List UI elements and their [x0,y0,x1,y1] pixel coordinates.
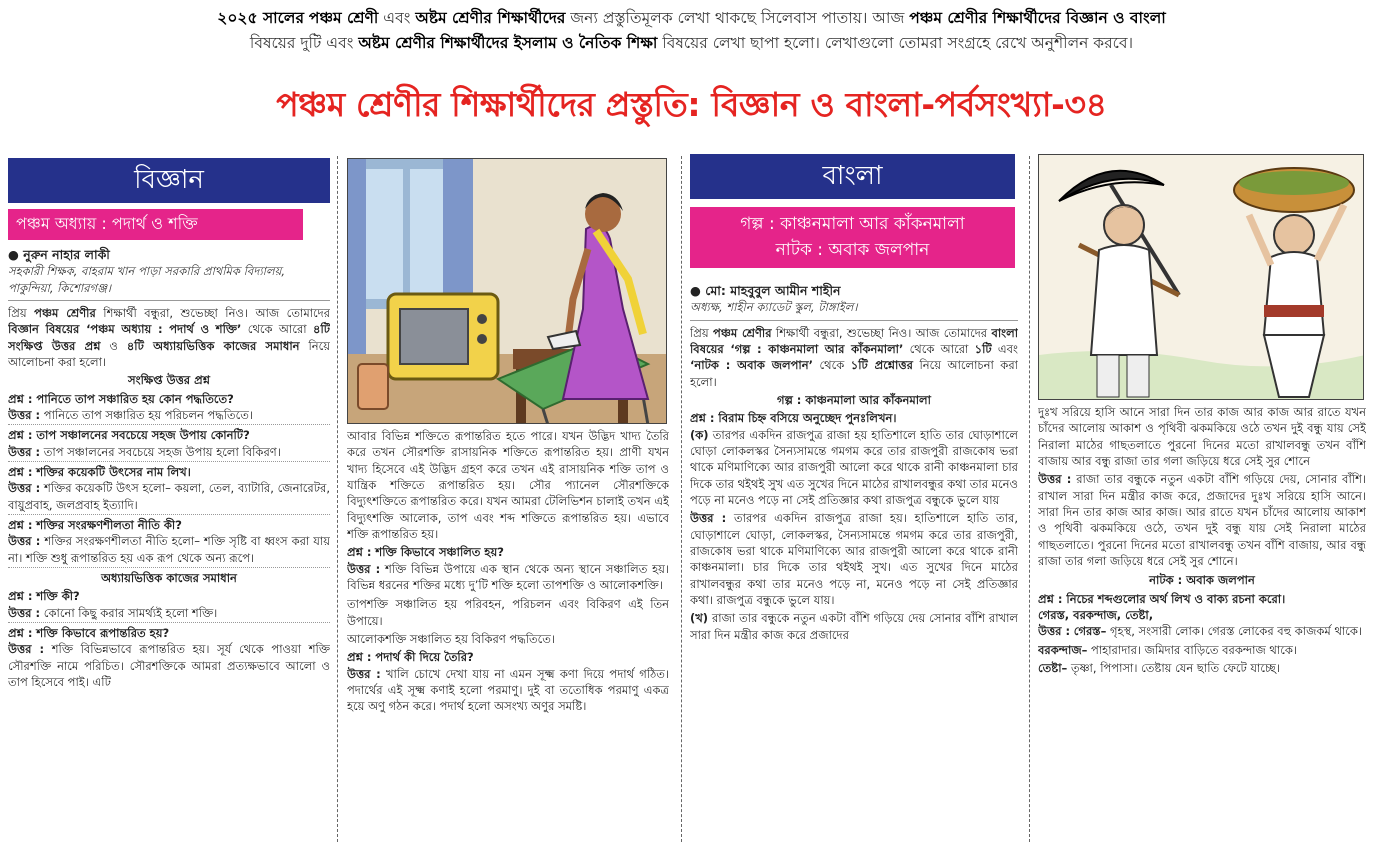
friends-illustration [1038,154,1364,400]
intro-text [8,6,1375,56]
intro-text-segment: জন্য প্রস্তুতিমূলক লেখা থাকছে সিলেবাস পাতায়। আজ [570,9,905,27]
column-divider [337,156,338,842]
intro-text-segment: এবং [383,9,411,27]
intro-line-1 [8,6,1375,31]
science-intro-segment: বিজ্ঞান বিষয়ের ‘পঞ্চম অধ্যায় : পদার্থ ও শক্তি’ [8,322,242,337]
answer-label: উত্তর : [347,561,381,576]
bangla-play-heading: নাটক : অবাক জলপান [1149,573,1255,588]
science-affiliation: সহকারী শিক্ষক, বাহরাম খান পাড়া সরকারি প্রাথমিক বিদ্যালয়, পাকুন্দিয়া, কিশোরগঞ্জ। [8,263,330,301]
column-divider [1029,156,1030,842]
part-label: (ক) [690,427,709,442]
bangla-story-heading: গল্প : কাঞ্চনমালা আর কাঁকনমালা [777,392,931,407]
intro-text-segment: পঞ্চম শ্রেণী [308,9,379,27]
bangla-word-1 [1038,623,1366,639]
answer-label: উত্তর : [690,511,727,526]
science-paragraph-1: আবার বিভিন্ন শক্তিতে রূপান্তরিত হতে পারে। যখন উদ্ভিদ খাদ্য তৈরি করে তখন সৌরশক্তি রাসায়নিক শক্তিতে রূপান্তরিত হয়। প্রাণী যখন খাদ্য হিসেবে এই উদ্ভিদ গ্রহণ করে তখন এই রাসায়নিক শক্তি তাপ ও যান্ত্রিক শক্তিতে রূপান্তরিত হয়। সৌর প্যানেল সৌরশক্তিকে বিদ্যুৎশক্তিতে রূপান্তরিত করে। যখন আমরা টেলিভিশন চালাই তখন এই বিদ্যুৎশক্তি আলোক, তাপ এবং শব্দ শক্তিতে রূপান্তরিত হয়। এভাবে শক্তি রূপান্তরিত হয়। [347,429,669,541]
bangla-author: ● মো: মাহবুবুল আমীন শাহীন [690,282,841,298]
answer-text: রাজা তার বন্ধুকে নতুন একটা বাঁশি গড়িয়ে দেয়, সোনার বাঁশি। রাখাল সারা দিন মন্ত্রীর কাজ করে, প্রজাদের দুঃখ সরিয়ে হাসি আনে। সারা দিন তার কাজ আর কাজ। আর রাতে যখন চাঁদের আলোয় আকাশ ও পৃথিবী ঝকমকিয়ে ওঠে, তখন দুই বন্ধু যায় সেই নিরালা মাঠের গাছতলাতে। পুরনো দিনের মতো রাখালবন্ধু তখন বাঁশি বাজায়, আর বন্ধু রাজা তার গলা জড়িয়ে ধরে সেই সুর শোনে। [1038,472,1366,568]
answer-label: উত্তর : [8,605,41,620]
science-intro-segment: ৪টি অধ্যায়ভিত্তিক কাজের সমাধান [126,338,300,353]
bangla-play-title: নাটক : অবাক জলপান [775,240,930,261]
answer-text: কোনো কিছু করার সামর্থ্যই হলো শক্তি। [43,605,218,620]
answer-text: তারপর একদিন রাজপুত্র রাজা হয়। হাতিশালে হাতি তার, ঘোড়াশালে ঘোড়া, লোকলস্কর, সৈন্যসামন্তে গমগম করে তার রাজপুরী, রাজকোষ ভরা থাকে মণিমাণিক্যে আর রাজপুরী আলো করে থাকে রানী কাঞ্চনমালা। চার দিকে তার থইথই সুখ। এত সুখের দিনে মাঠের রাখালবন্ধুর কথা তার মনেও পড়ে না, মনেও পড়ে না সেই প্রতিজ্ঞার কথা। রাজপুত্র বন্ধুকে ভুলে যায়। [690,511,1018,607]
intro-text-segment: বিষয়ের দুটি এবং [249,33,354,52]
science-intro-segment: থেকে আরো [247,322,307,337]
bangla-paragraph-1: দুঃখ সরিয়ে হাসি আনে সারা দিন তার কাজ আর কাজ আর রাতে যখন চাঁদের আলোয় আকাশ ও পৃথিবী ঝকমকিয়ে ওঠে তখন দুই বন্ধু যায় সেই নিরালা মাঠের গাছতলাতে পুরনো দিনের মতো রাখালবন্ধু তখন বাঁশি বাজায় আর বন্ধু রাজা তার গলা জড়িয়ে ধরে সেই সুর শোনে [1038,405,1366,468]
science-answer-2 [8,444,330,462]
word-term: তেষ্টা– [1038,660,1068,675]
bangla-intro-segment: এবং [997,342,1018,356]
bangla-word-3 [1038,660,1366,676]
answer-label: উত্তর : [8,642,45,657]
answer-label: উত্তর : [8,481,41,496]
answer-text: শক্তি বিভিন্ন উপায়ে এক স্থান থেকে অন্য স্থানে সঞ্চালিত হয়। বিভিন্ন ধরনের শক্তির মধ্যে দু’টি শক্তি হলো তাপশক্তি ও আলোকশক্তি। [347,561,669,592]
bangla-intro-segment: ‘নাটক : অবাক জলপান’ [690,358,813,373]
ironing-illustration [347,158,667,424]
answer-text: শক্তির সংরক্ষণশীলতা নীতি হলো– শক্তি সৃষ্টি বা ধ্বংস করা যায় না। শক্তি শুধু রূপান্তরিত হয় এক রূপ থেকে অন্য রূপে। [8,534,330,565]
science-question-8: প্রশ্ন : পদার্থ কী দিয়ে তৈরি? [347,650,474,665]
part-text: তারপর একদিন রাজপুত্র রাজা হয় হাতিশালে হাতি তার ঘোড়াশালে ঘোড়া লোকলস্কর সৈন্যসামন্তে গমগম করে তার রাজপুরী রাজকোষ ভরা থাকে মণিমাণিক্যে আর রাজপুরী আলো করে থাকে রানী কাঞ্চনমালা চার দিকে তার থইথই সুখ এত সুখের দিনে মাঠের রাখালবন্ধুর কথা তার মনেও পড়ে না মনেও পড়ে না সেই প্রতিজ্ঞার কথা রাজপুত্র বন্ধুকে ভুলে যায় [690,427,1018,507]
bangla-intro-segment: শিক্ষার্থী বন্ধুরা, শুভেচ্ছা নিও। আজ তোমাদের [775,325,988,340]
science-column [8,154,330,846]
bangla-intro-segment: ১টি প্রশ্নোত্তর [850,358,913,373]
answer-text: খালি চোখে দেখা যায় না এমন সূক্ষ্ম কণা দিয়ে পদার্থ গঠিত। পদার্থের এই সূক্ষ্ম কণাই হলো পরমাণু। দুই বা ততোধিক পরমাণু একত্র হয়ে অণু গঠন করে। পদার্থ হলো অসংখ্য অণুর সমষ্টি। [347,666,669,714]
intro-text-segment: অষ্টম শ্রেণীর শিক্ষার্থীদের [415,9,566,27]
science-work-heading: অধ্যায়ভিত্তিক কাজের সমাধান [101,570,237,585]
bangla-story-title: গল্প : কাঞ্চনমালা আর কাঁকনমালা [740,213,965,234]
intro-text-segment: পঞ্চম শ্রেণীর শিক্ষার্থীদের বিজ্ঞান ও বাংলা [909,9,1166,27]
science-answer-1 [8,407,330,425]
answer-label: উত্তর : [1038,472,1072,487]
part-text: রাজা তার বন্ধুকে নতুন একটা বাঁশি গড়িয়ে দেয় সোনার বাঁশি রাখাল সারা দিন মন্ত্রীর কাজ করে প্রজাদের [690,611,1018,642]
bangla-part-ka [690,427,1018,509]
science-answer-7 [347,561,669,595]
page-headline: পঞ্চম শ্রেণীর শিক্ষার্থীদের প্রস্তুতি: বিজ্ঞান ও বাংলা-পর্বসংখ্যা-৩৪ [276,85,1107,124]
answer-text: শক্তি বিভিন্নভাবে রূপান্তরিত হয়। সূর্য থেকে পাওয়া শক্তি সৌরশক্তি নামে পরিচিত। সৌরশক্তিকে আমরা প্রত্যক্ষভাবে আলো ও তাপ হিসেবে পাই। এটি [8,642,330,689]
answer-label: উত্তর : [8,408,41,422]
bangla-intro-segment: থেকে [819,358,845,373]
science-question-7: প্রশ্ন : শক্তি কিভাবে সঞ্চালিত হয়? [347,545,504,560]
bangla-intro-segment: নিয়ে আলোচনা করা হলো। [690,358,1018,389]
word-text: তৃষ্ণা, পিপাসা। তেষ্টায় যেন ছাতি ফেটে যাচ্ছে। [1070,660,1280,675]
intro-text-segment: বিষয়ের লেখা ছাপা হলো। লেখাগুলো তোমরা সংগ্রহে রেখে অনুশীলন করবে। [662,33,1134,52]
science-intro-segment: ও [109,338,118,353]
part-label: (খ) [690,611,709,626]
bangla-affiliation: অধ্যক্ষ, শাহীন ক্যাডেট স্কুল, টাঙ্গাইল। [690,299,1018,320]
science-answer-4 [8,533,330,568]
science-paragraph-2: তাপশক্তি সঞ্চালিত হয় পরিবহন, পরিচলন এবং বিকিরণ এই তিন উপায়ে। [347,597,669,628]
bangla-intro-segment: ১টি [974,342,992,356]
science-intro-segment: ৪টি সংক্ষিপ্ত উত্তর প্রশ্ন [8,322,330,353]
word-text: পাহারাদার। জমিদার বাড়িতে বরকন্দাজ থাকে। [1091,642,1297,657]
bangla-topics-bar [690,207,1015,268]
bangla-intro-segment: বাংলা বিষয়ের ‘গল্প : কাঞ্চনমালা আর কাঁকনমালা’ [690,325,1018,356]
science-question-6: প্রশ্ন : শক্তি কিভাবে রূপান্তরিত হয়? [8,625,170,640]
bangla-continued-column [1038,154,1366,846]
bangla-column [690,154,1018,846]
bangla-answer-kha [1038,471,1366,570]
answer-label: উত্তর : [1038,624,1071,639]
answer-label: উত্তর : [8,534,41,549]
answer-text: তাপ সঞ্চালনের সবচেয়ে সহজ উপায় হলো বিকিরণ। [43,444,281,459]
science-question-2: প্রশ্ন : তাপ সঞ্চালনের সবচেয়ে সহজ উপায় কোনটি? [8,428,250,443]
bangla-intro-segment: থেকে আরো [909,342,969,356]
bangla-intro [690,325,1018,390]
science-chapter-bar: পঞ্চম অধ্যায় : পদার্থ ও শক্তি [8,209,303,240]
science-answer-5 [8,605,330,623]
bangla-question-2: প্রশ্ন : নিচের শব্দগুলোর অর্থ লিখ ও বাক্য রচনা করো। [1038,591,1286,606]
intro-text-segment: ২০২৫ সালের [217,9,304,27]
bangla-question-1: প্রশ্ন : বিরাম চিহ্ন বসিয়ে অনুচ্ছেদ পুনঃলিখন। [690,411,897,426]
word-text: গৃহস্থ, সংসারী লোক। গেরস্ত লোকের বহু কাজকর্ম থাকে। [1110,624,1363,639]
answer-label: উত্তর : [8,444,41,459]
science-intro-segment: নিয়ে আলোচনা করা হলো। [8,338,330,370]
science-answer-3 [8,480,330,515]
science-question-3: প্রশ্ন : শক্তির কয়েকটি উৎসের নাম লিখ। [8,464,191,479]
science-intro [8,305,330,370]
science-answer-6 [8,641,330,691]
answer-label: উত্তর : [347,666,381,681]
answer-text: শক্তির কয়েকটি উৎস হলো– কয়লা, তেল, ব্যাটারি, জেনারেটর, বায়ুপ্রবাহ, জলপ্রবাহ ইত্যাদি। [8,481,330,512]
science-title-bar: বিজ্ঞান [8,158,330,203]
answer-text: পানিতে তাপ সঞ্চারিত হয় পরিচলন পদ্ধতিতে। [43,408,253,422]
bangla-answer-ka [690,510,1018,608]
science-intro-segment: শিক্ষার্থী বন্ধুরা, শুভেচ্ছা নিও। আজ তোমাদের [103,306,330,321]
bangla-intro-segment: প্রিয় [690,325,709,340]
bangla-title-bar: বাংলা [690,154,1015,199]
science-answer-8 [347,666,669,716]
science-paragraph-3: আলোকশক্তি সঞ্চালিত হয় বিকিরণ পদ্ধতিতে। [347,631,555,646]
science-author: ● নুরুন নাহার লাকী [8,246,110,262]
bangla-word-2 [1038,642,1366,658]
science-question-4: প্রশ্ন : শক্তির সংরক্ষণশীলতা নীতি কী? [8,517,182,532]
column-divider [681,156,682,842]
word-term: বরকন্দাজ– [1038,642,1088,657]
science-intro-segment: পঞ্চম শ্রেণীর [34,306,96,321]
bangla-intro-segment: পঞ্চম শ্রেণীর [713,325,772,340]
science-continued-column [347,154,669,846]
science-question-5: প্রশ্ন : শক্তি কী? [8,589,80,604]
science-question-1: প্রশ্ন : পানিতে তাপ সঞ্চারিত হয় কোন পদ্ধতিতে? [8,391,234,406]
science-short-heading: সংক্ষিপ্ত উত্তর প্রশ্ন [128,373,210,388]
science-intro-segment: প্রিয় [8,306,27,321]
intro-line-2 [8,31,1375,56]
bangla-part-kha [690,610,1018,643]
word-term: গেরস্ত– [1073,624,1107,639]
intro-text-segment: অষ্টম শ্রেণীর শিক্ষার্থীদের ইসলাম ও নৈতিক শিক্ষা [358,33,658,52]
bangla-words: গেরস্ত, বরকন্দাজ, তেষ্টা, [1038,607,1154,622]
